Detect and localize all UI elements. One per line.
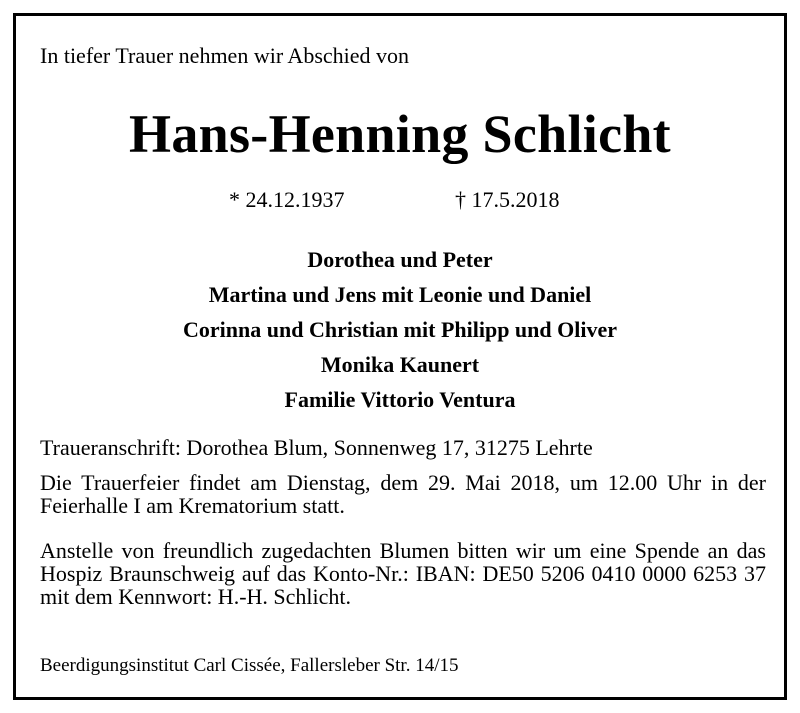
donation-request: Anstelle von freundlich zugedachten Blumen bitten wir um eine Spende an das Hospiz Braunschweig auf das Konto-Nr.: IBAN: DE50 5206 0410 0000 6253 37 mit dem Kennwort: H.-H. Schlicht.	[40, 538, 766, 609]
obituary-notice	[13, 13, 787, 700]
deceased-name: Hans-Henning Schlicht	[129, 104, 671, 164]
ceremony-details: Die Trauerfeier findet am Dienstag, dem 29. Mai 2018, um 12.00 Uhr in der Feierhalle I am Krematorium statt.	[40, 470, 766, 518]
mourners-list	[16, 242, 784, 417]
mourner-line: Corinna und Christian mit Philipp und Oliver	[183, 317, 617, 342]
birth-date: * 24.12.1937	[229, 187, 345, 212]
mourner-line: Martina und Jens mit Leonie und Daniel	[208, 282, 592, 307]
mourning-address: Traueranschrift: Dorothea Blum, Sonnenweg 17, 31275 Lehrte	[40, 435, 593, 460]
mourner-line: Dorothea und Peter	[307, 247, 493, 272]
funeral-home: Beerdigungsinstitut Carl Cissée, Fallersleber Str. 14/15	[40, 655, 459, 676]
mourner-line: Familie Vittorio Ventura	[284, 387, 516, 412]
death-date: † 17.5.2018	[455, 187, 560, 212]
intro-line: In tiefer Trauer nehmen wir Abschied von	[40, 43, 410, 68]
mourner-line: Monika Kaunert	[320, 352, 480, 377]
